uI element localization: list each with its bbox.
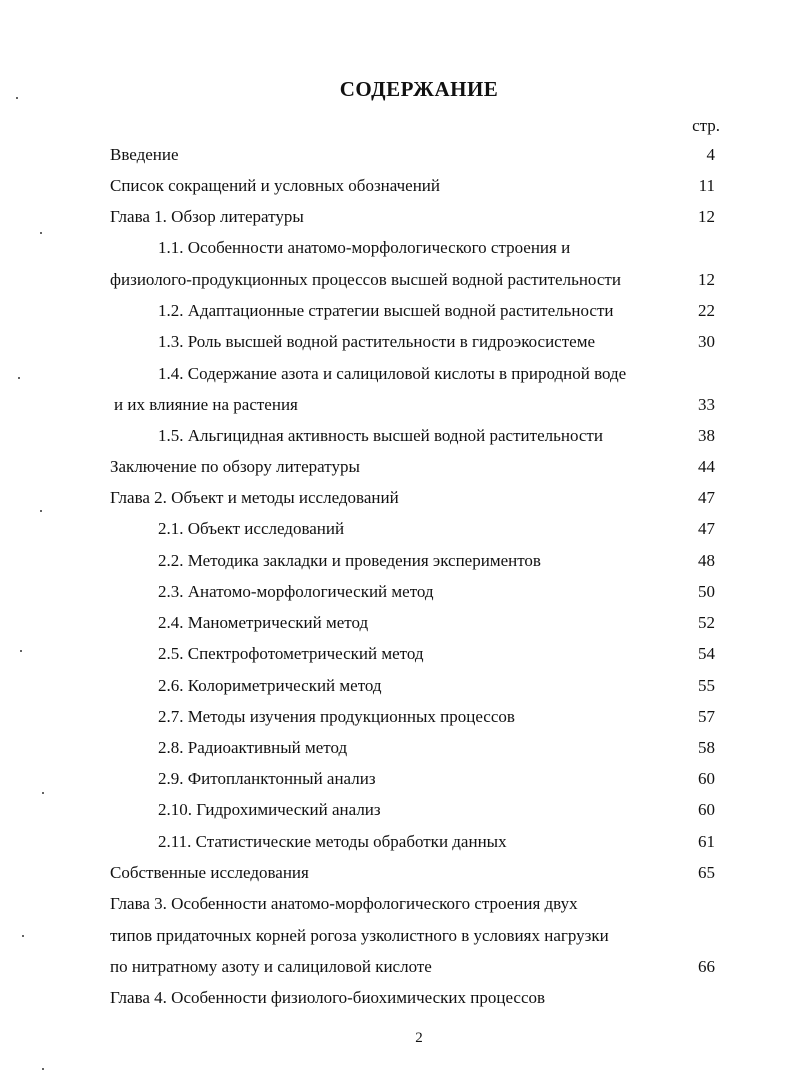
toc-entry xyxy=(0,488,792,514)
page-title: СОДЕРЖАНИЕ xyxy=(339,77,499,101)
toc-entry-text: 2.1. Объект исследований xyxy=(158,519,345,538)
toc-entry-text: 1.5. Альгицидная активность высшей водной растительности xyxy=(158,426,603,445)
page-number: 2 xyxy=(415,1030,423,1046)
toc-entry-page: 60 xyxy=(698,800,715,819)
toc-entry-text: 2.3. Анатомо-морфологический метод xyxy=(158,582,434,601)
toc-entry xyxy=(0,894,792,920)
toc-entry xyxy=(0,145,792,171)
toc-entry-text: 2.7. Методы изучения продукционных процессов xyxy=(158,707,515,726)
toc-entry xyxy=(0,176,792,202)
toc-entry xyxy=(0,270,792,296)
toc-entry-page: 4 xyxy=(706,145,715,164)
toc-entry-page: 54 xyxy=(698,644,715,663)
toc-entry-text: 2.4. Манометрический метод xyxy=(158,613,369,632)
toc-entry xyxy=(0,832,792,858)
toc-entry xyxy=(0,301,792,327)
toc-entry xyxy=(0,238,792,264)
toc-entry xyxy=(0,800,792,826)
toc-entry-text: 2.8. Радиоактивный метод xyxy=(158,738,348,757)
toc-entry-text: 2.6. Колориметрический метод xyxy=(158,676,382,695)
toc-entry xyxy=(0,644,792,670)
toc-entry-page: 38 xyxy=(698,426,715,445)
toc-entry xyxy=(0,395,792,421)
toc-entry-text: Глава 2. Объект и методы исследований xyxy=(110,488,399,507)
toc-entry-page: 48 xyxy=(698,551,715,570)
toc-entry xyxy=(0,707,792,733)
scan-speck xyxy=(42,792,44,794)
toc-entry-text: 1.4. Содержание азота и салициловой кислоты в природной воде xyxy=(158,364,627,383)
toc-entry-text: 1.3. Роль высшей водной растительности в гидроэкосистеме xyxy=(158,332,595,351)
toc-entry-text: Введение xyxy=(110,145,179,164)
toc-entry-page: 57 xyxy=(698,707,715,726)
toc-entry-page: 52 xyxy=(698,613,715,632)
scan-speck xyxy=(22,935,24,937)
toc-entry-text: 2.2. Методика закладки и проведения экспериментов xyxy=(158,551,541,570)
toc-entry-page: 55 xyxy=(698,676,715,695)
toc-entry-text: по нитратному азоту и салициловой кислоте xyxy=(110,957,432,976)
toc-entry-text: Глава 1. Обзор литературы xyxy=(110,207,304,226)
toc-entry-page: 58 xyxy=(698,738,715,757)
toc-entry-page: 47 xyxy=(698,519,715,538)
toc-entry xyxy=(0,519,792,545)
scan-speck xyxy=(18,377,20,379)
toc-entry-text: 2.9. Фитопланктонный анализ xyxy=(158,769,376,788)
toc-entry xyxy=(0,207,792,233)
toc-entry-text: Собственные исследования xyxy=(110,863,309,882)
toc-entry-page: 12 xyxy=(698,207,715,226)
toc-entry-text: 2.10. Гидрохимический анализ xyxy=(158,800,381,819)
toc-entry-page: 60 xyxy=(698,769,715,788)
scan-speck xyxy=(40,510,42,512)
toc-entry-text: 2.11. Статистические методы обработки данных xyxy=(158,832,507,851)
toc-entry-page: 12 xyxy=(698,270,715,289)
toc-entry-text: 1.1. Особенности анатомо-морфологического строения и xyxy=(158,238,571,257)
toc-entry xyxy=(0,863,792,889)
toc-entry-text: Список сокращений и условных обозначений xyxy=(110,176,441,195)
toc-entry xyxy=(0,551,792,577)
toc-entry-text: Заключение по обзору литературы xyxy=(110,457,360,476)
scan-speck xyxy=(16,97,18,99)
toc-entry xyxy=(0,926,792,952)
toc-entry-page: 47 xyxy=(698,488,715,507)
toc-entry-page: 11 xyxy=(698,176,715,195)
toc-entry-page: 66 xyxy=(698,957,715,976)
toc-entry-text: Глава 4. Особенности физиолого-биохимических процессов xyxy=(110,988,546,1007)
toc-entry xyxy=(0,676,792,702)
toc-entry-page: 65 xyxy=(698,863,715,882)
toc-entry-text: 1.2. Адаптационные стратегии высшей водной растительности xyxy=(158,301,614,320)
toc-entry-page: 61 xyxy=(698,832,715,851)
toc-entry-text: физиолого-продукционных процессов высшей водной растительности xyxy=(110,270,621,289)
toc-entry-page: 22 xyxy=(698,301,715,320)
scan-speck xyxy=(42,1068,44,1070)
toc-entry xyxy=(0,332,792,358)
toc-entry xyxy=(0,738,792,764)
toc-entry xyxy=(0,769,792,795)
toc-entry-text: типов придаточных корней рогоза узколистного в условиях нагрузки xyxy=(110,926,609,945)
toc-entry xyxy=(0,988,792,1014)
toc-entry xyxy=(0,582,792,608)
toc-entry-page: 33 xyxy=(698,395,715,414)
toc-entry-page: 44 xyxy=(698,457,715,476)
toc-entry-page: 30 xyxy=(698,332,715,351)
toc-entry-text: и их влияние на растения xyxy=(114,395,298,414)
toc-entry-text: Глава 3. Особенности анатомо-морфологического строения двух xyxy=(110,894,578,913)
page-column-label: стр. xyxy=(692,116,720,135)
toc-entry xyxy=(0,364,792,390)
toc-entry xyxy=(0,426,792,452)
toc-entry-text: 2.5. Спектрофотометрический метод xyxy=(158,644,424,663)
toc-entry xyxy=(0,613,792,639)
scan-speck xyxy=(20,650,22,652)
toc-entry-page: 50 xyxy=(698,582,715,601)
scan-speck xyxy=(40,232,42,234)
toc-entry xyxy=(0,457,792,483)
toc-entry xyxy=(0,957,792,983)
